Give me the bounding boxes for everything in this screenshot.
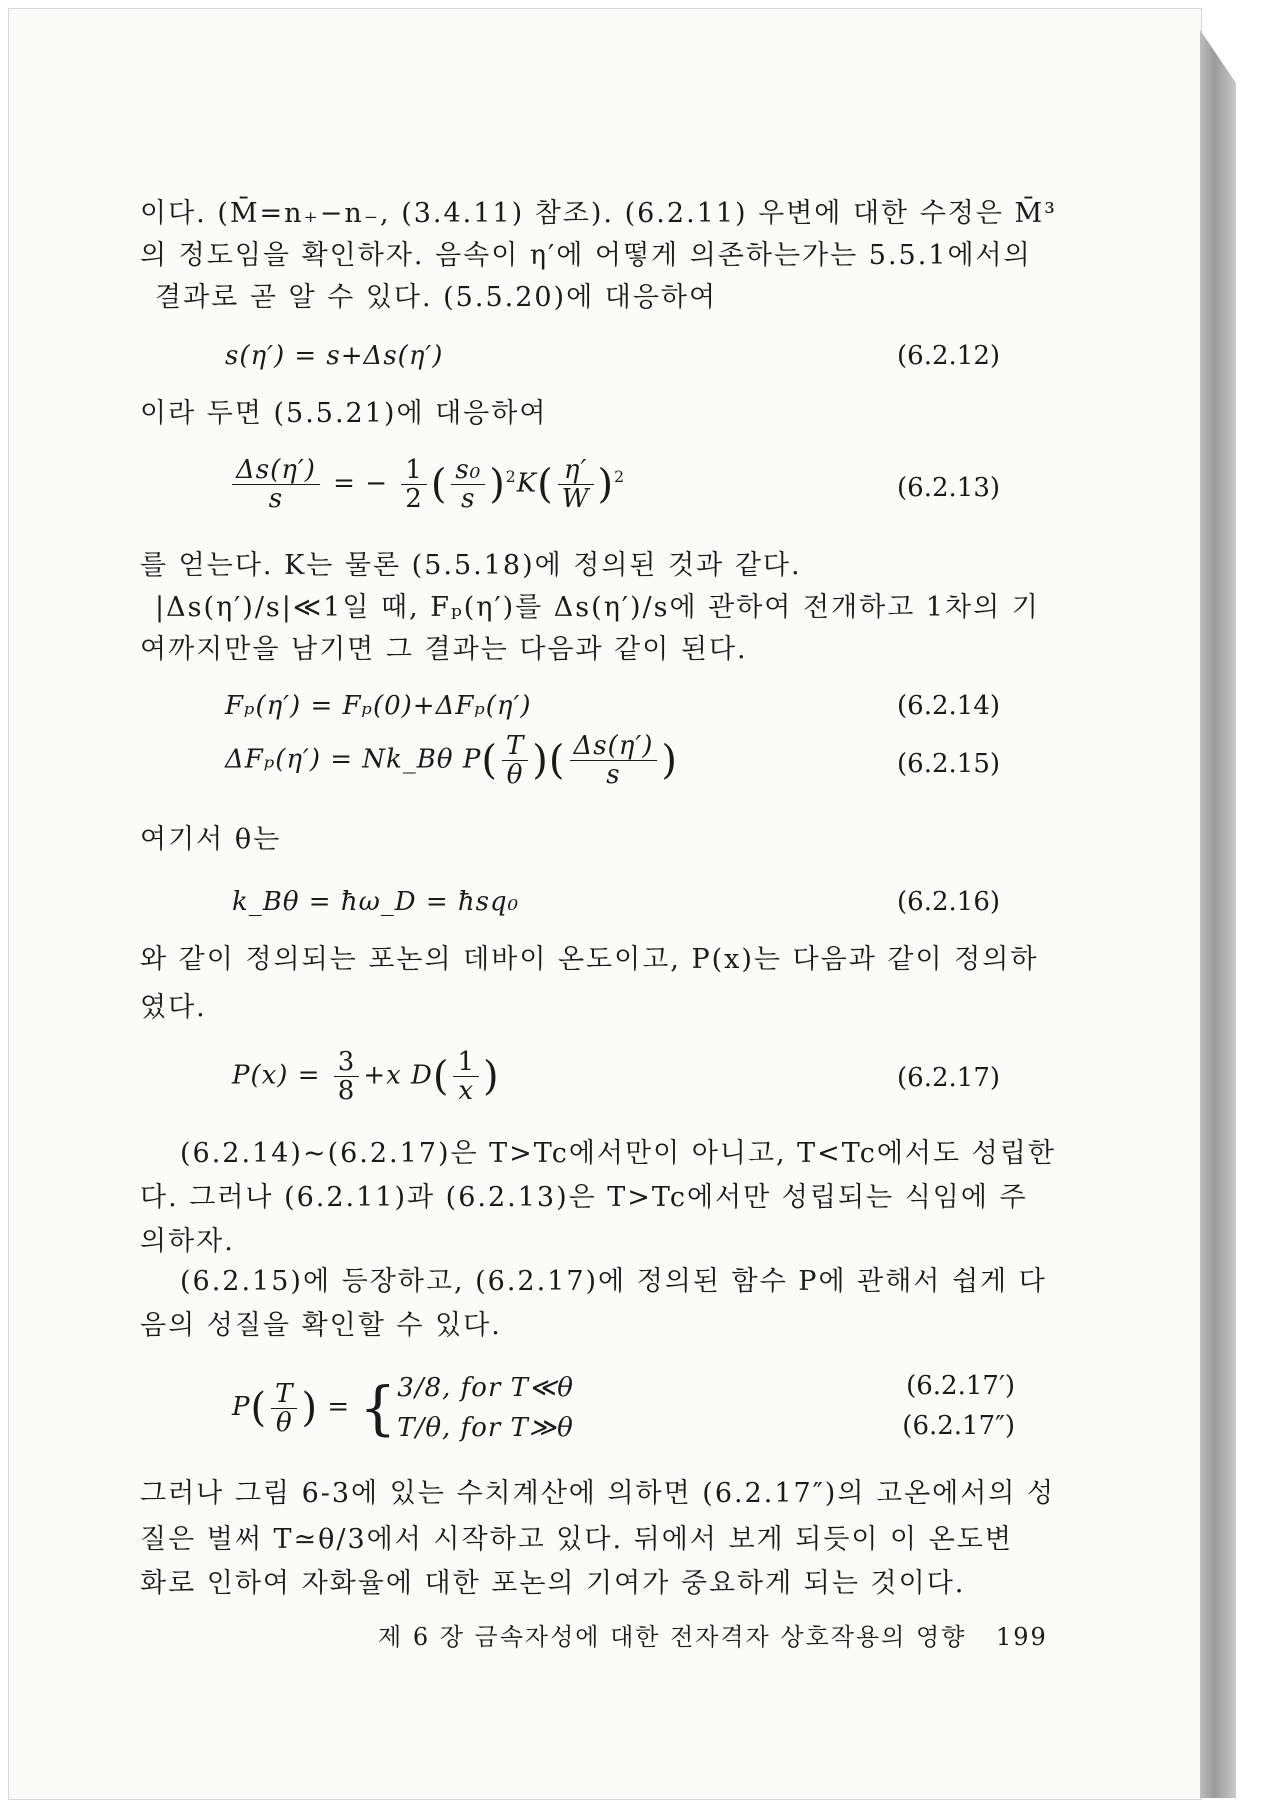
fraction: $\frac{\Delta s(\eta')}{s}$ — [232, 456, 320, 513]
running-footer-chapter: 제 6 장 금속자성에 대한 전자격자 상호작용의 영향 — [378, 1623, 967, 1651]
text-line: (6.2.15)에 등장하고, (6.2.17)에 정의된 함수 P에 관해서 쉽게 다 — [180, 1266, 1047, 1297]
text-line: 의하자. — [140, 1226, 235, 1257]
text-line: 여기서 θ는 — [140, 824, 282, 855]
equation-number: (6.2.13) — [897, 473, 1000, 503]
equation-6-2-14: Fₚ(η′) = Fₚ(0)+ΔFₚ(η′) — [225, 691, 532, 721]
equation-6-2-17: P(x) = $\frac{3}{8}$ +x D( $\frac{1}{x}$ ) — [232, 1047, 500, 1106]
fraction: $\frac{1}{2}$ — [401, 456, 427, 513]
text-line: 화로 인하여 자화율에 대한 포논의 기여가 중요하게 되는 것이다. — [140, 1568, 966, 1599]
equation-number: (6.2.17″) — [902, 1411, 1015, 1441]
text-line: |Δs(η′)/s|≪1일 때, Fₚ(η′)를 Δs(η′)/s에 관하여 전개하고 1차의 기 — [155, 592, 1040, 623]
text-line: 였다. — [140, 992, 207, 1023]
text-line: 그러나 그림 6-3에 있는 수치계산에 의하면 (6.2.17″)의 고온에서의 성 — [140, 1478, 1056, 1509]
equation-number: (6.2.17) — [897, 1063, 1000, 1093]
equation-6-2-12: s(η′) = s+Δs(η′) — [225, 341, 444, 371]
page-edge-shadow — [1200, 30, 1236, 1798]
text-line: 이다. (M̄=n₊−n₋, (3.4.11) 참조). (6.2.11) 우변에 대한 수정은 M̄³ — [140, 198, 1057, 229]
equation-number: (6.2.15) — [897, 749, 1000, 779]
text-line: 다. 그러나 (6.2.11)과 (6.2.13)은 T>Tc에서만 성립되는 식임에 주 — [140, 1182, 1028, 1213]
page-footer — [378, 1617, 1048, 1652]
equation-6-2-17-cases: P( $\frac{T}{\theta}$ ) = { 3/8, for T≪θ T/θ, for T≫θ — [232, 1368, 574, 1448]
fraction: $\frac{3}{8}$ — [334, 1048, 360, 1105]
text-line: 결과로 곧 알 수 있다. (5.5.20)에 대응하여 — [155, 282, 718, 313]
equation-number: (6.2.16) — [897, 887, 1000, 917]
fraction: $\frac{1}{x}$ — [453, 1048, 479, 1105]
equation-number: (6.2.17′) — [906, 1371, 1015, 1401]
equation-number: (6.2.14) — [897, 691, 1000, 721]
text-line: 여까지만을 남기면 그 결과는 다음과 같이 된다. — [140, 634, 748, 665]
fraction: $\frac{\eta'}{W}$ — [558, 456, 594, 513]
text-line: 의 정도임을 확인하자. 음속이 η′에 어떻게 의존하는가는 5.5.1에서의 — [140, 240, 1032, 271]
fraction: $\frac{T}{\theta}$ — [502, 732, 528, 789]
fraction: $\frac{T}{\theta}$ — [271, 1380, 297, 1437]
fraction: $\frac{\Delta s(\eta')}{s}$ — [570, 732, 658, 789]
equation-number: (6.2.12) — [897, 341, 1000, 371]
text-line: 질은 벌써 T≃θ/3에서 시작하고 있다. 뒤에서 보게 되듯이 이 온도변 — [140, 1524, 1013, 1555]
text-line: (6.2.14)~(6.2.17)은 T>Tc에서만이 아니고, T<Tc에서도 성립한 — [180, 1138, 1056, 1169]
fraction: $\frac{\text{s₀}}{s}$ — [451, 456, 485, 513]
equation-6-2-16: k_Bθ = ħω_D = ħsq₀ — [232, 887, 520, 917]
text-line: 와 같이 정의되는 포논의 데바이 온도이고, P(x)는 다음과 같이 정의하 — [140, 944, 1039, 975]
text-line: 를 얻는다. K는 물론 (5.5.18)에 정의된 것과 같다. — [140, 550, 802, 581]
text-line: 이라 두면 (5.5.21)에 대응하여 — [140, 398, 548, 429]
equation-6-2-13: $\frac{\Delta s(\eta')}{s}$ = − $\frac{1}{2}$ ( $\frac{\text{s₀}}{s}$ )$^2$K( $\frac{\eta'}{W}$ )$^2$ — [228, 456, 625, 513]
equation-6-2-15: ΔFₚ(η′) = Nk_Bθ P( $\frac{T}{\theta}$ )( $\frac{\Delta s(\eta')}{s}$ ) — [225, 731, 678, 790]
page-number: 199 — [996, 1623, 1048, 1651]
text-line: 음의 성질을 확인할 수 있다. — [140, 1310, 502, 1341]
cases: 3/8, for T≪θ T/θ, for T≫θ — [397, 1373, 574, 1443]
